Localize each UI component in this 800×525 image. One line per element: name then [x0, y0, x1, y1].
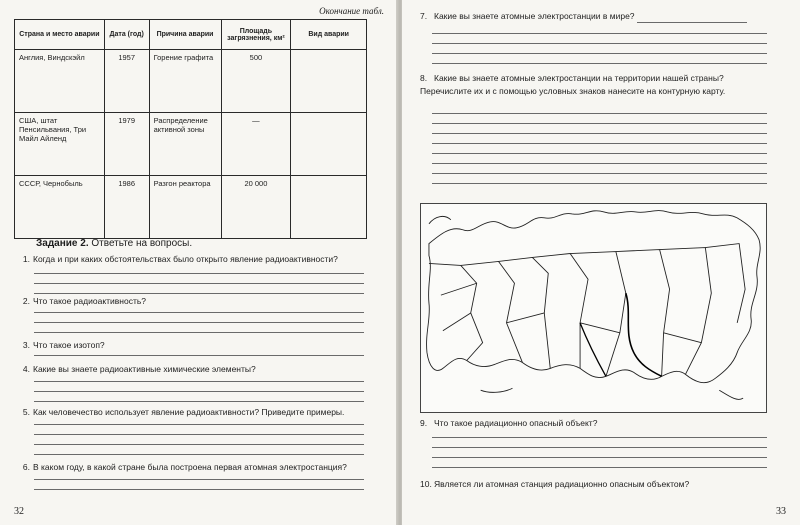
question-1: [14, 254, 338, 264]
cell-area: —: [221, 113, 291, 176]
task-text: Ответьте на вопросы.: [91, 238, 193, 249]
header-cause: Причина аварии: [149, 20, 221, 50]
page-number-right: 33: [776, 506, 786, 517]
header-country: Страна и место аварии: [15, 20, 105, 50]
answer-lines-8[interactable]: [432, 104, 767, 184]
cell-date: 1957: [104, 50, 149, 113]
task-label: Задание 2.: [36, 238, 89, 249]
cell-date: 1986: [104, 176, 149, 239]
question-text: Какие вы знаете радиоактивные химические элементы?: [33, 364, 256, 374]
answer-lines-3[interactable]: [34, 346, 364, 356]
table-row: [15, 176, 367, 239]
header-area: Площадь загрязнения, км²: [221, 20, 291, 50]
table-header-row: [15, 20, 367, 50]
cell-country: Англия, Виндскэйл: [15, 50, 105, 113]
question-number: 1.: [22, 254, 30, 264]
page-number-left: 32: [14, 506, 24, 517]
answer-lines-7[interactable]: [432, 24, 767, 64]
question-number: 5.: [22, 407, 30, 417]
question-number: 8.: [420, 73, 428, 83]
question-number: 7.: [420, 11, 428, 21]
cell-country: СССР, Чернобыль: [15, 176, 105, 239]
cell-type: [291, 113, 367, 176]
contour-map[interactable]: [420, 203, 767, 413]
answer-lines-4[interactable]: [34, 372, 364, 402]
answer-lines-5[interactable]: [34, 415, 364, 455]
answer-lines-1[interactable]: [34, 264, 364, 294]
answer-lines-6[interactable]: [34, 470, 364, 490]
question-text: Как человечество использует явление радиоактивности? Приведите примеры.: [33, 407, 345, 417]
question-text: В каком году, в какой стране была построена первая атомная электростанция?: [33, 462, 347, 472]
cell-area: 20 000: [221, 176, 291, 239]
answer-lines-9[interactable]: [432, 428, 767, 468]
question-text: Когда и при каких обстоятельствах было открыто явление радиоактивности?: [33, 254, 338, 264]
question-number: 2.: [22, 296, 30, 306]
question-number: 10.: [420, 479, 432, 489]
task-title: [36, 238, 192, 249]
cell-type: [291, 50, 367, 113]
question-number: 9.: [420, 418, 428, 428]
inline-answer-line[interactable]: [637, 14, 747, 23]
question-number: 4.: [22, 364, 30, 374]
question-text: Какие вы знаете атомные электростанции на территории нашей страны? Перечислите их и с помощью условных знаков нанесите на контурную карту.: [420, 73, 726, 96]
header-date: Дата (год): [104, 20, 149, 50]
russia-contour-map-graphic: [421, 204, 766, 412]
question-7: [420, 10, 780, 23]
cell-cause: Распределение активной зоны: [149, 113, 221, 176]
answer-lines-2[interactable]: [34, 303, 364, 333]
question-8: [420, 72, 770, 98]
right-page: [402, 0, 800, 525]
cell-area: 500: [221, 50, 291, 113]
table-caption: Окончание табл.: [319, 6, 384, 16]
question-text: Какие вы знаете атомные электростанции в мире?: [434, 11, 635, 21]
question-text: Что такое радиационно опасный объект?: [434, 418, 598, 428]
cell-cause: Горение графита: [149, 50, 221, 113]
question-number: 3.: [22, 340, 30, 350]
question-text: Что такое изотоп?: [33, 340, 105, 350]
question-10: [420, 478, 780, 491]
cell-cause: Разгон реактора: [149, 176, 221, 239]
question-number: 6.: [22, 462, 30, 472]
header-type: Вид аварии: [291, 20, 367, 50]
left-page: [0, 0, 398, 525]
accidents-table: [14, 19, 367, 239]
question-text: Является ли атомная станция радиационно опасным объектом?: [434, 479, 690, 489]
table-row: [15, 113, 367, 176]
table-row: [15, 50, 367, 113]
question-text: Что такое радиоактивность?: [33, 296, 147, 306]
cell-type: [291, 176, 367, 239]
cell-date: 1979: [104, 113, 149, 176]
cell-country: США, штат Пенсильвания, Три Майл Айленд: [15, 113, 105, 176]
